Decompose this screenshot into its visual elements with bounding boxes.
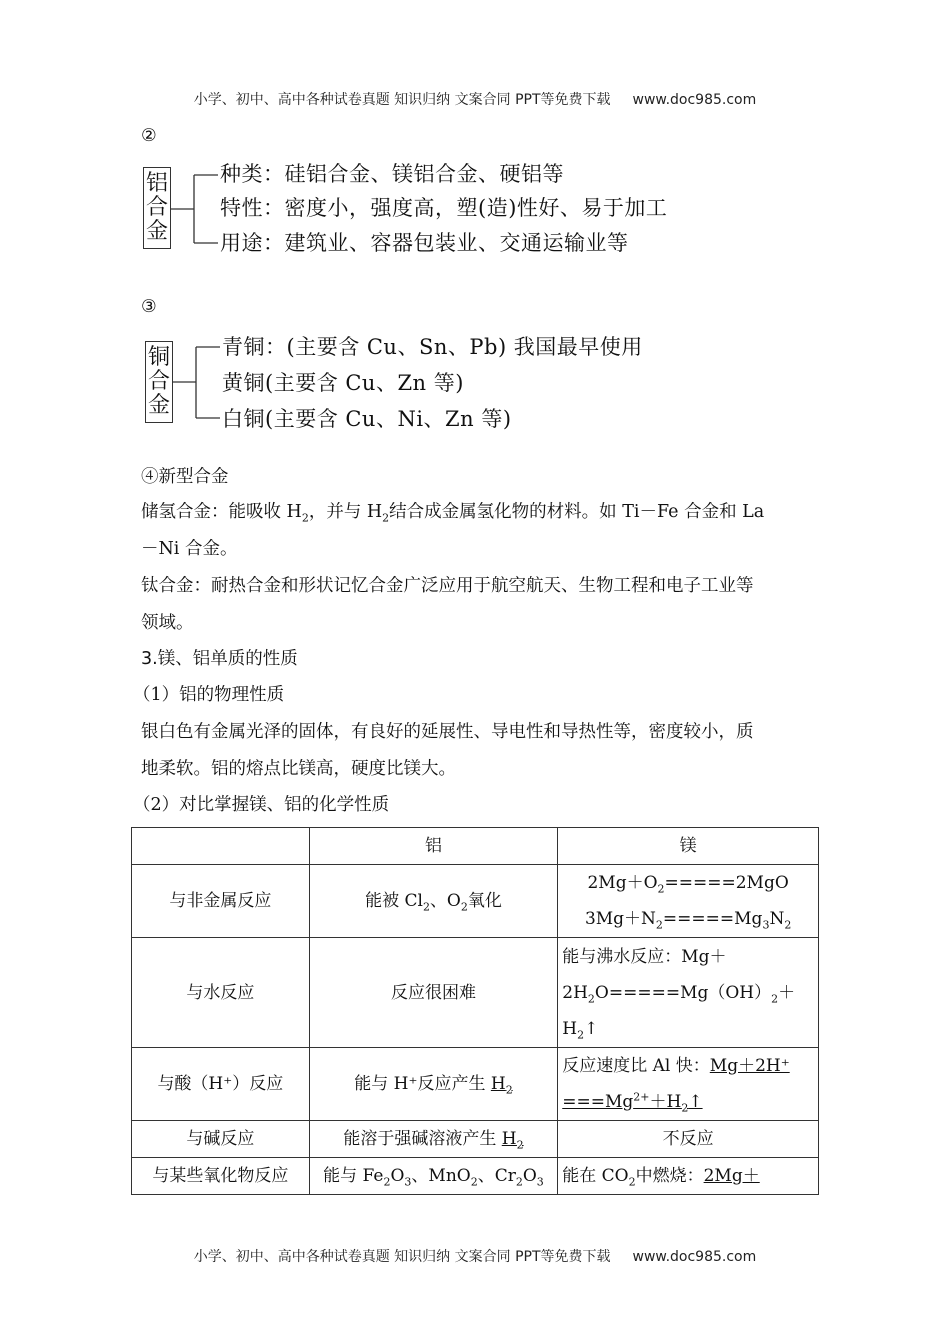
box-char: 铝 (145, 171, 168, 196)
text-run: H (490, 1074, 506, 1094)
header-url[interactable]: www.doc985.com (632, 92, 757, 108)
text-run: ＋H (649, 1092, 682, 1112)
physical-properties-line1: 银白色有金属光泽的固体，有良好的延展性、导电性和导热性等，密度较小，质 (141, 722, 754, 742)
aluminum-alloy-types: 种类：硅铝合金、镁铝合金、硬铝等 (220, 162, 564, 186)
subscript: 2 (681, 1101, 689, 1115)
hydrogen-storage-alloy-line1: 储氢合金：能吸收 $H_2$，并与 $H_2$结合成金属氢化物的材料。如 Ti－Fe 合金和 La (141, 502, 765, 525)
table-row (132, 1048, 819, 1121)
aluminum-alloy-properties: 特性：密度小，强度高，塑(造)性好、易于加工 (220, 196, 668, 220)
text-run: =====Mg (662, 909, 763, 929)
text-run: H (562, 1018, 578, 1039)
text-run: ，并与 H (308, 502, 383, 522)
underlined-answer (501, 1129, 524, 1152)
underlined-answer (562, 1084, 814, 1120)
underlined-answer (490, 1074, 513, 1097)
subscript: 2 (516, 1138, 524, 1152)
table-header-empty (132, 828, 310, 865)
row-label: 与非金属反应 (132, 865, 310, 938)
equation (562, 901, 814, 937)
aluminum-alloy-box (143, 167, 171, 249)
copper-alloy-brace (172, 338, 222, 428)
subheading-physical: （1）铝的物理性质 (133, 685, 285, 705)
subscript: 3 (404, 1175, 412, 1189)
text-run: 中燃烧： (635, 1166, 704, 1186)
text-run: O (390, 1166, 405, 1186)
subscript: 2 (577, 1027, 585, 1041)
aluminum-alloy-uses: 用途：建筑业、容器包装业、交通运输业等 (220, 231, 629, 255)
text-run: 2Mg＋O (587, 873, 658, 893)
text-run: 3Mg＋N (584, 909, 656, 929)
titanium-alloy-line1: 钛合金：耐热合金和形状记忆合金广泛应用于航空航天、生物工程和电子工业等 (141, 576, 754, 596)
subscript: 3 (762, 918, 770, 932)
text-run: ===Mg (562, 1092, 634, 1112)
text-line: 能与沸水反应：Mg＋ (562, 946, 727, 967)
table-cell (309, 1121, 558, 1158)
row-label: 与某些氧化物反应 (132, 1158, 310, 1195)
text-run: 能在 CO (562, 1166, 629, 1186)
bronze-item: 青铜：(主要含 Cu、Sn、Pb) 我国最早使用 (222, 335, 643, 359)
text-run: 反应速度比 Al 快： (562, 1056, 710, 1076)
text-run: 结合成金属氢化物的材料。如 Ti－Fe 合金和 La (389, 502, 765, 522)
box-char: 金 (147, 393, 170, 418)
subscript: 2 (655, 918, 663, 932)
text-run: H (501, 1129, 517, 1149)
table-row (132, 938, 819, 1048)
subscript: 2 (460, 900, 468, 914)
text-run: 储氢合金：能吸收 H (141, 502, 302, 522)
subscript: 2 (587, 991, 595, 1005)
text-run: O (522, 1166, 537, 1186)
hydrogen-storage-alloy-line2: －Ni 合金。 (141, 539, 238, 559)
table-row (132, 828, 819, 865)
table-row (132, 1158, 819, 1195)
table-cell (309, 865, 558, 938)
table-cell (558, 938, 819, 1048)
page-header (0, 89, 950, 109)
copper-alloy-box (145, 341, 173, 423)
text-run: 、MnO (411, 1166, 471, 1186)
row-label: 与碱反应 (132, 1121, 310, 1158)
text-run: 氧化 (467, 891, 502, 911)
brass-item: 黄铜(主要含 Cu、Zn 等) (222, 371, 464, 395)
subscript: 3 (536, 1175, 544, 1189)
subscript: 2 (422, 900, 430, 914)
box-char: 合 (147, 369, 170, 394)
table-header-al: 铝 (309, 828, 558, 865)
text-run: ↑ (688, 1092, 703, 1112)
mg-al-comparison-table (131, 827, 819, 1195)
row-label: 与水反应 (132, 938, 310, 1048)
table-cell: 不反应 (558, 1121, 819, 1158)
box-char: 铜 (147, 345, 170, 370)
footer-text: 小学、初中、高中各种试卷真题 知识归纳 文案合同 PPT等免费下载 (193, 1249, 611, 1265)
equation (562, 975, 814, 1011)
text-run: 、Cr (477, 1166, 516, 1186)
cupronickel-item: 白铜(主要含 Cu、Ni、Zn 等) (222, 407, 512, 431)
text-line (562, 1048, 814, 1084)
text-run: O=====Mg（OH） (594, 982, 772, 1003)
section-heading-3: 3.镁、铝单质的性质 (141, 649, 298, 669)
underlined-answer: Mg＋2H⁺ (709, 1056, 790, 1076)
subscript: 2 (470, 1175, 478, 1189)
section4-title: ④新型合金 (141, 467, 229, 487)
subscript: 2 (505, 1083, 513, 1097)
page-footer (0, 1246, 950, 1266)
subscript: 2 (383, 1175, 391, 1189)
aluminum-alloy-brace (170, 165, 220, 255)
box-char: 合 (145, 195, 168, 220)
text-run: ↑ (584, 1018, 599, 1039)
table-cell: 反应很困难 (309, 938, 558, 1048)
subscript: 2 (771, 991, 779, 1005)
subscript: 2 (657, 882, 665, 896)
subscript: 2 (784, 918, 792, 932)
text-run: ＋ (778, 982, 796, 1003)
physical-properties-line2: 地柔软。铝的熔点比镁高，硬度比镁大。 (141, 759, 456, 779)
table-cell (309, 1048, 558, 1121)
text-run: =====2MgO (664, 873, 789, 893)
section2-marker: ② (141, 126, 157, 146)
subheading-chemical: （2）对比掌握镁、铝的化学性质 (133, 795, 390, 815)
box-char: 金 (145, 219, 168, 244)
table-cell (558, 865, 819, 938)
equation (562, 865, 814, 901)
table-cell (558, 1158, 819, 1195)
table-cell (558, 1048, 819, 1121)
section3-marker: ③ (141, 297, 157, 317)
subscript: 2 (515, 1175, 523, 1189)
text-run: N (769, 909, 785, 929)
table-header-mg: 镁 (558, 828, 819, 865)
text-run: 能溶于强碱溶液产生 (343, 1129, 502, 1149)
table-row (132, 865, 819, 938)
text-run: 能与 H⁺反应产生 (354, 1074, 491, 1094)
text-run: 2H (562, 982, 588, 1003)
footer-url[interactable]: www.doc985.com (632, 1249, 757, 1265)
subscript: 2 (628, 1175, 636, 1189)
text-run: 能与 Fe (323, 1166, 384, 1186)
equation (562, 1011, 814, 1047)
text-run: 能被 Cl (365, 891, 423, 911)
underlined-answer: 2Mg＋ (703, 1166, 760, 1186)
titanium-alloy-line2: 领域。 (141, 613, 194, 633)
table-cell (309, 1158, 558, 1195)
header-text: 小学、初中、高中各种试卷真题 知识归纳 文案合同 PPT等免费下载 (193, 92, 611, 108)
text-run: 、O (429, 891, 461, 911)
table-row (132, 1121, 819, 1158)
superscript: 2+ (633, 1090, 650, 1104)
row-label: 与酸（H⁺）反应 (132, 1048, 310, 1121)
